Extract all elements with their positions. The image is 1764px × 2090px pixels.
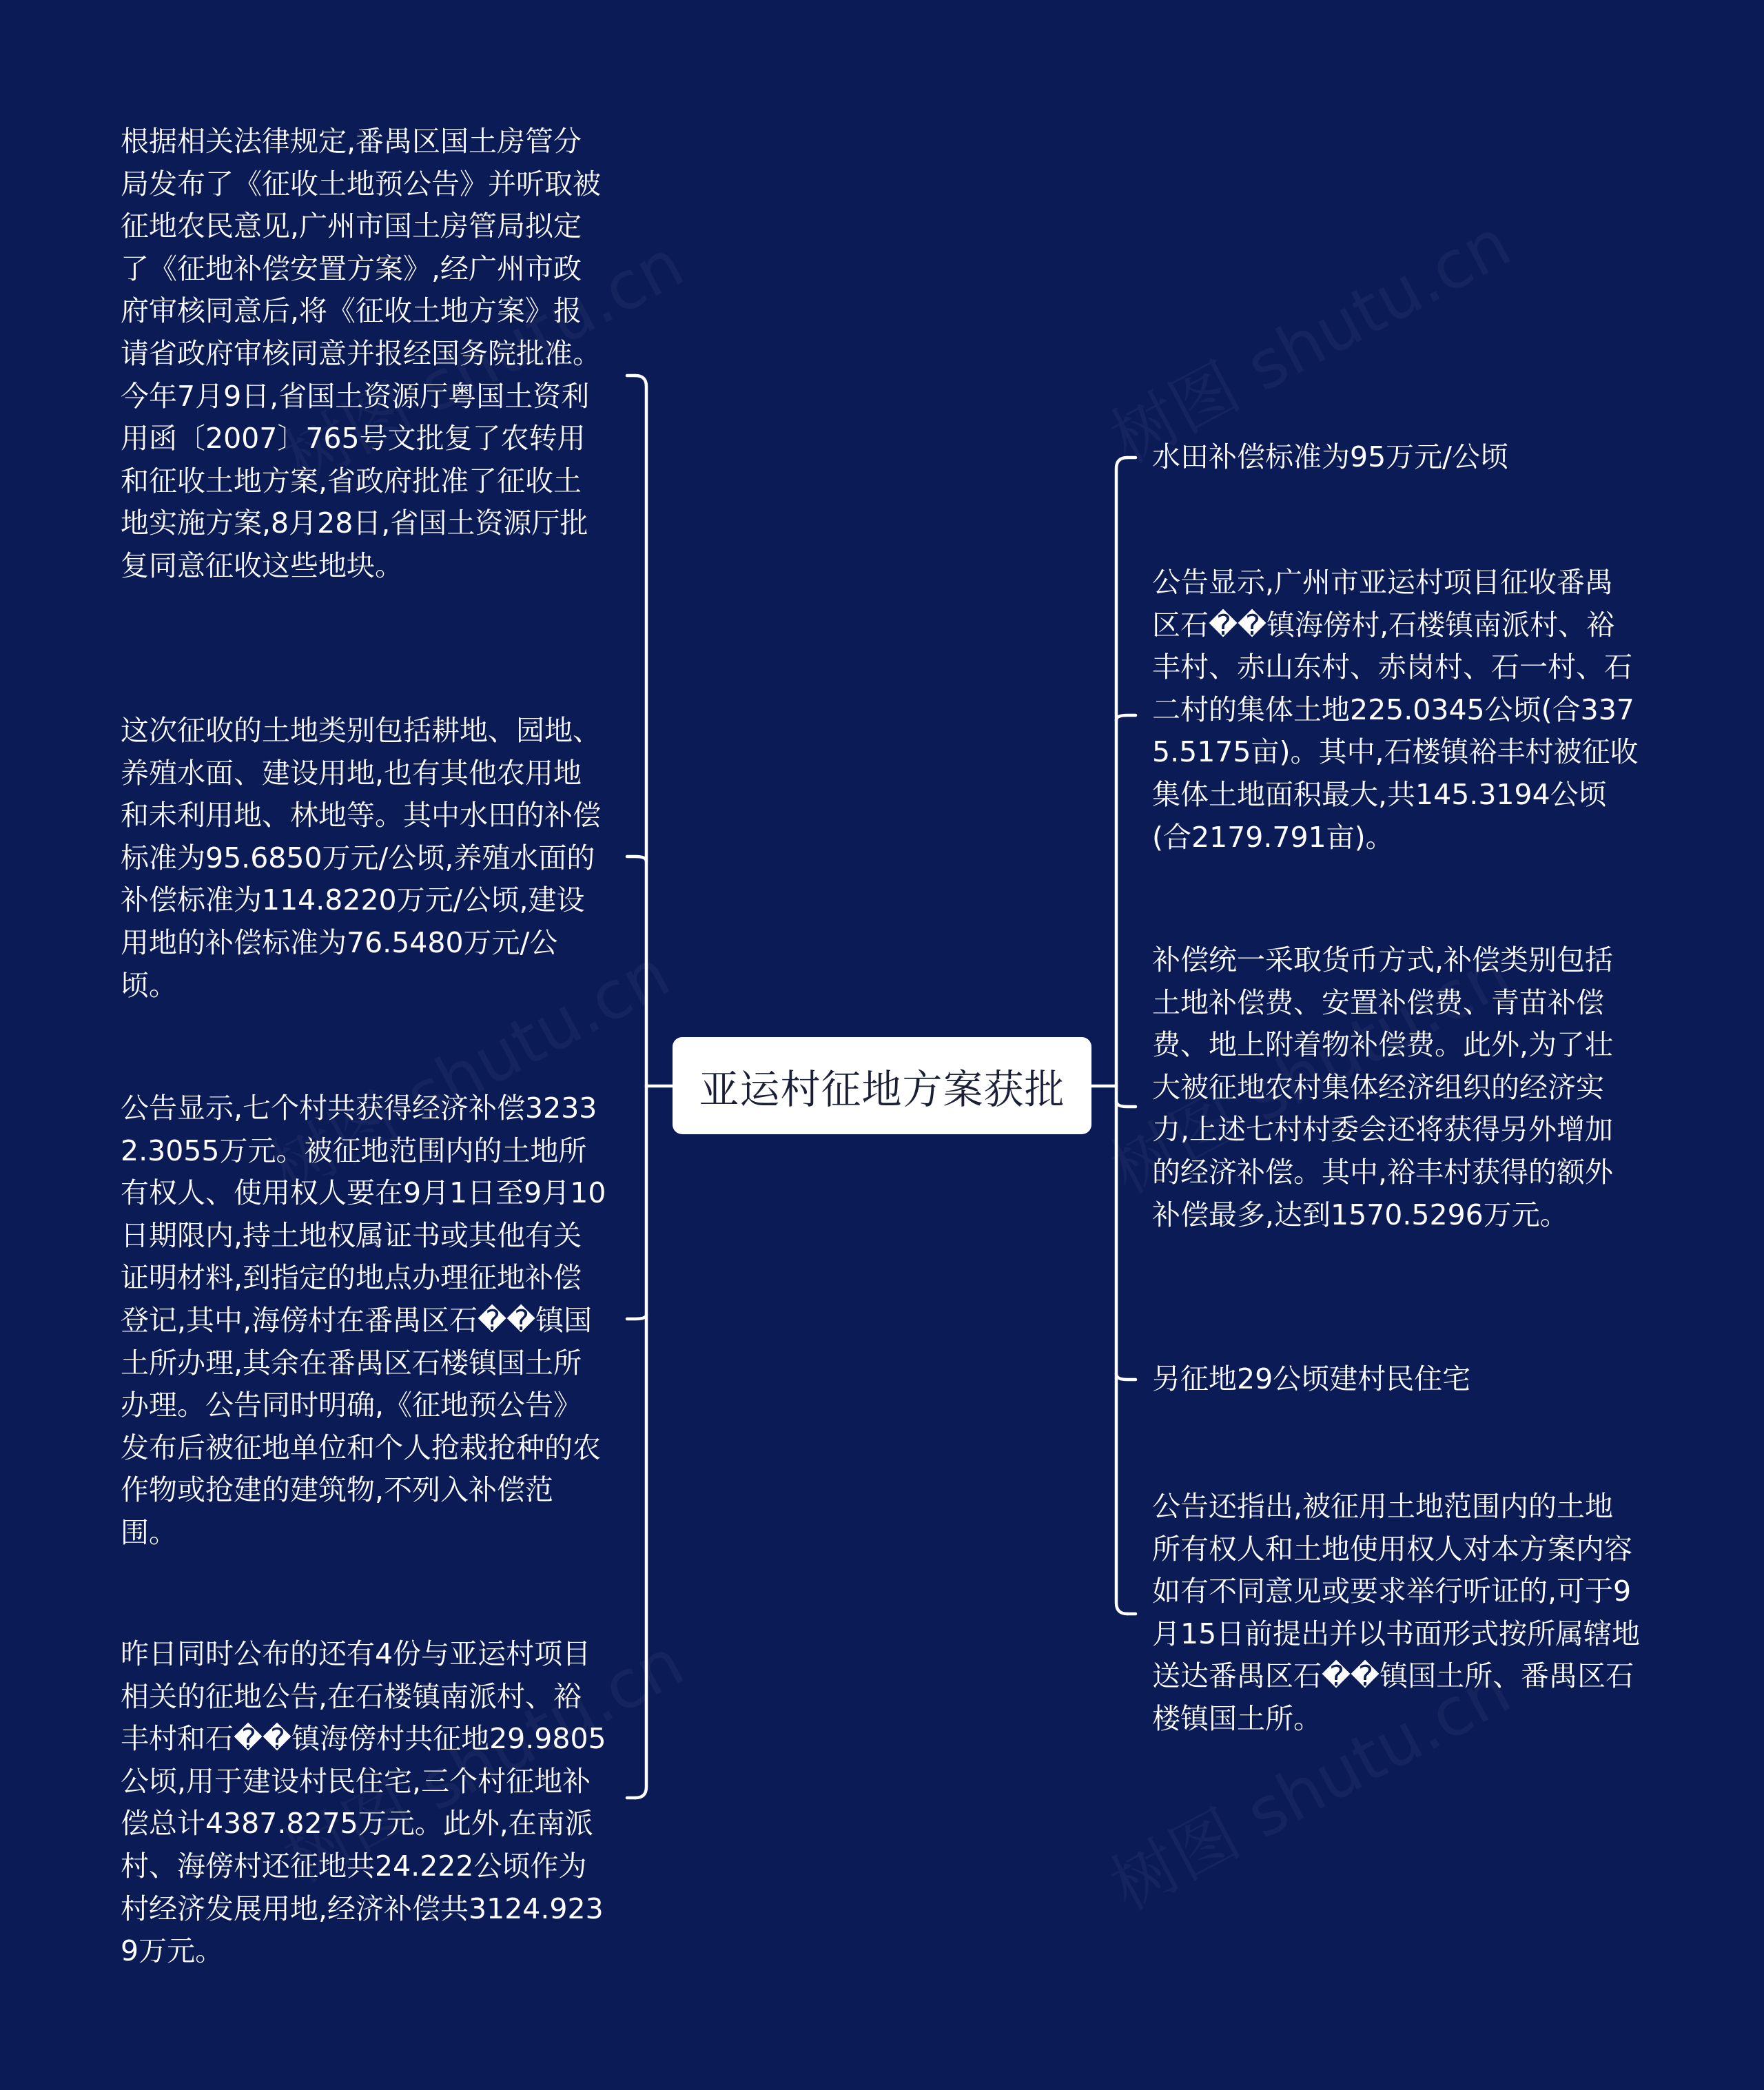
right-branch-tick (1116, 1101, 1136, 1107)
left-bracket (635, 376, 646, 1798)
topic-node-left-2[interactable] (121, 710, 610, 1007)
topic-node-right-1[interactable] (1152, 436, 1641, 479)
topic-node-right-3[interactable] (1152, 939, 1641, 1236)
topic-text: 公告显示,七个村共获得经济补偿32332.3055万元。被征地范围内的土地所有权人、使用权人要在9月1日至9月10日期限内,持土地权属证书或其他有关证明材料,到指定的地点办理征地补偿登记,其中,海傍村在番禺区石��镇国土所办理,其余在番禺区石楼镇国土所办理。公告同时明确,《征地预公告》发布后被征地单位和个人抢栽抢种的农作物或抢建的建筑物,不列入补偿范围。 (121, 1092, 606, 1549)
right-branch-tick (1116, 715, 1136, 720)
left-branch-tick (627, 857, 646, 861)
topic-node-left-4[interactable] (121, 1633, 610, 1973)
right-branch-tick (1116, 1374, 1136, 1380)
topic-text: 补偿统一采取货币方式,补偿类别包括土地补偿费、安置补偿费、青苗补偿费、地上附着物补偿费。此外,为了壮大被征地农村集体经济组织的经济实力,上述七村村委会还将获得另外增加的经济补偿。其中,裕丰村获得的额外补偿最多,达到1570.5296万元。 (1152, 943, 1614, 1231)
right-bracket (1116, 458, 1127, 1614)
topic-node-left-1[interactable] (121, 121, 610, 588)
topic-text: 水田补偿标准为95万元/公顷 (1152, 440, 1508, 473)
topic-text: 公告显示,广州市亚运村项目征收番禺区石��镇海傍村,石楼镇南派村、裕丰村、赤山东村、赤岗村、石一村、石二村的集体土地225.0345公顷(合3375.5175亩)。其中,石楼镇裕丰村被征收集体土地面积最大,共145.3194公顷(合2179.791亩)。 (1152, 566, 1639, 854)
topic-text: 昨日同时公布的还有4份与亚运村项目相关的征地公告,在石楼镇南派村、裕丰村和石��镇海傍村共征地29.9805公顷,用于建设村民住宅,三个村征地补偿总计4387.8275万元。此外,在南派村、海傍村还征地共24.222公顷作为村经济发展用地,经济补偿共3124.9239万元。 (121, 1637, 606, 1968)
root-topic-label: 亚运村征地方案获批 (699, 1065, 1065, 1113)
topic-node-left-3[interactable] (121, 1087, 610, 1555)
topic-node-right-2[interactable] (1152, 562, 1641, 859)
topic-node-right-5[interactable] (1152, 1486, 1641, 1741)
root-topic[interactable] (673, 1037, 1091, 1134)
topic-text: 这次征收的土地类别包括耕地、园地、养殖水面、建设用地,也有其他农用地和未利用地、林地等。其中水田的补偿标准为95.6850万元/公顷,养殖水面的补偿标准为114.8220万元/公顷,建设用地的补偿标准为76.5480万元/公顷。 (121, 714, 601, 1002)
topic-text: 公告还指出,被征用土地范围内的土地所有权人和土地使用权人对本方案内容如有不同意见或要求举行听证的,可于9月15日前提出并以书面形式按所属辖地送达番禺区石��镇国土所、番禺区石楼镇国土所。 (1152, 1490, 1641, 1735)
topic-text: 另征地29公顷建村民住宅 (1152, 1362, 1471, 1395)
topic-node-right-4[interactable] (1152, 1358, 1641, 1401)
topic-text: 根据相关法律规定,番禺区国土房管分局发布了《征收土地预公告》并听取被征地农民意见,广州市国土房管局拟定了《征地补偿安置方案》,经广州市政府审核同意后,将《征收土地方案》报请省政府审核同意并报经国务院批准。今年7月9日,省国土资源厅粤国土资利用函〔2007〕765号文批复了农转用和征收土地方案,省政府批准了征收土地实施方案,8月28日,省国土资源厅批复同意征收这些地块。 (121, 125, 601, 582)
left-branch-tick (627, 1315, 646, 1319)
